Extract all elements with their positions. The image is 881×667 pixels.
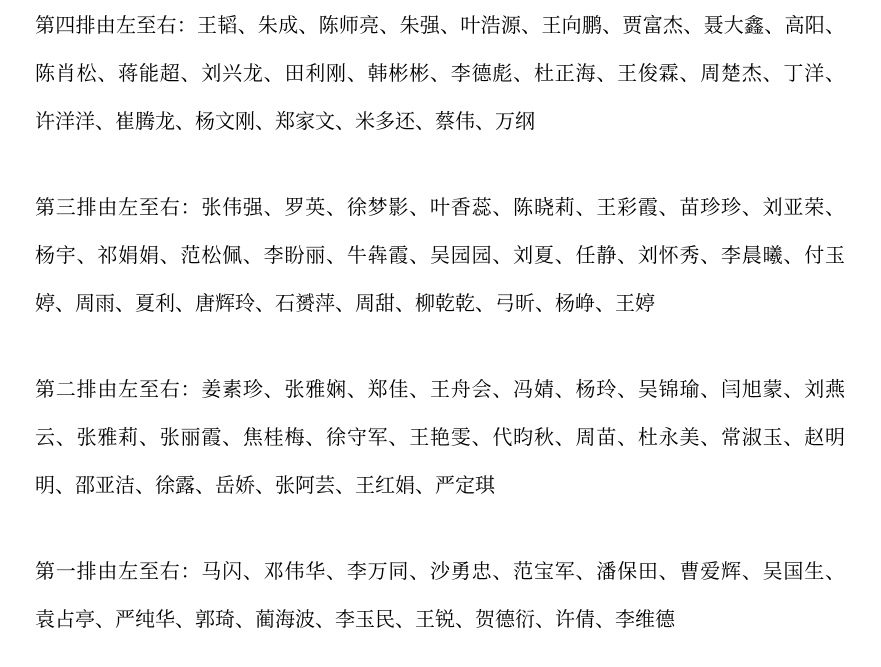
text-line: 云、张雅莉、张丽霞、焦桂梅、徐守军、王艳雯、代昀秋、周苗、杜永美、常淑玉、赵明 (35, 427, 845, 449)
text-line: 明、邵亚洁、徐露、岳娇、张阿芸、王红娟、严定琪 (35, 475, 495, 497)
text-line: 第三排由左至右：张伟强、罗英、徐梦影、叶香蕊、陈晓莉、王彩霞、苗珍珍、刘亚荣、 (35, 197, 845, 219)
text-line: 陈肖松、蒋能超、刘兴龙、田利刚、韩彬彬、李德彪、杜正海、王俊霖、周楚杰、丁洋、 (35, 63, 845, 85)
text-line: 婷、周雨、夏利、唐辉玲、石赟萍、周甜、柳乾乾、弓昕、杨峥、王婷 (35, 293, 655, 315)
text-line: 许洋洋、崔腾龙、杨文刚、郑家文、米多还、蔡伟、万纲 (35, 111, 535, 133)
paragraph-row-2 (35, 366, 845, 510)
paragraph-row-3 (35, 184, 845, 328)
text-line: 袁占亭、严纯华、郭琦、蔺海波、李玉民、王锐、贺德衍、许倩、李维德 (35, 609, 675, 631)
paragraph-row-4 (35, 2, 845, 146)
text-line: 第四排由左至右：王韬、朱成、陈师亮、朱强、叶浩源、王向鹏、贾富杰、聂大鑫、高阳、 (35, 15, 845, 37)
paragraph-row-1 (35, 548, 845, 644)
text-line: 杨宇、祁娟娟、范松佩、李盼丽、牛犇霞、吴园园、刘夏、任静、刘怀秀、李晨曦、付玉 (35, 245, 845, 267)
text-line: 第二排由左至右：姜素珍、张雅娴、郑佳、王舟会、冯婧、杨玲、吴锦瑜、闫旭蒙、刘燕 (35, 379, 845, 401)
text-line: 第一排由左至右：马闪、邓伟华、李万同、沙勇忠、范宝军、潘保田、曹爱辉、吴国生、 (35, 561, 845, 583)
